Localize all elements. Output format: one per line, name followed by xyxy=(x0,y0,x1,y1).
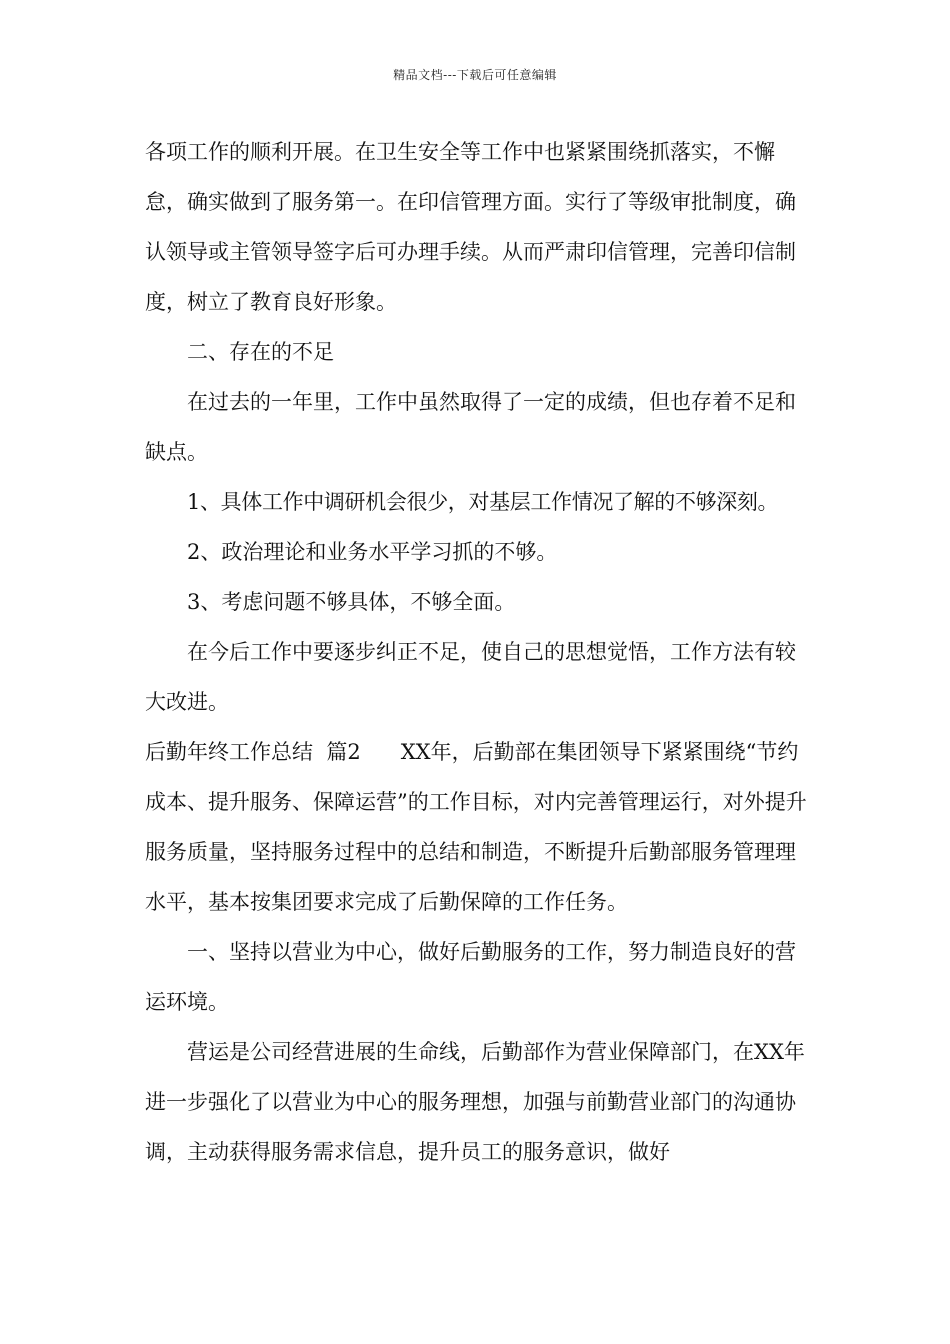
document-body xyxy=(145,127,815,1177)
section2-point-1-body: 营运是公司经营进展的生命线，后勤部作为营业保障部门，在XX年进一步强化了以营业为中心的服务理想，加强与前勤营业部门的沟通协调，主动获得服务需求信息，提升员工的服务意识，做好 xyxy=(145,1040,805,1164)
list-item-2: 2、政治理论和业务水平学习抓的不够。 xyxy=(187,540,558,564)
list-item-3: 3、考虑问题不够具体，不够全面。 xyxy=(187,590,516,614)
page-header: 精品文档---下载后可任意编辑 xyxy=(393,68,557,82)
paragraph-improvement: 在今后工作中要逐步纠正不足，使自己的思想觉悟，工作方法有较大改进。 xyxy=(145,640,796,714)
section2-point-1: 一、坚持以营业为中心，做好后勤服务的工作，努力制造良好的营运环境。 xyxy=(145,940,796,1014)
section2-lead: XX年，后勤部在集团领导下紧紧围绕“节约成本、提升服务、保障运营”的工作目标，对内完善管理运行，对外提升服务质量，坚持服务过程中的总结和制造，不断提升后勤部服务管理理水平，基本按集团要求完成了后勤保障的工作任务。 xyxy=(145,740,807,914)
paragraph-continuation: 各项工作的顺利开展。在卫生安全等工作中也紧紧围绕抓落实，不懈怠，确实做到了服务第一。在印信管理方面。实行了等级审批制度，确认领导或主管领导签字后可办理手续。从而严肃印信管理，完善印信制度，树立了教育良好形象。 xyxy=(145,140,796,314)
section2-paragraph xyxy=(145,727,815,927)
paragraph-shortcomings-intro: 在过去的一年里，工作中虽然取得了一定的成绩，但也存着不足和缺点。 xyxy=(145,390,796,464)
list-item-1: 1、具体工作中调研机会很少，对基层工作情况了解的不够深刻。 xyxy=(187,490,779,514)
section2-title: 后勤年终工作总结 篇2 xyxy=(145,740,361,764)
section-heading-shortcomings: 二、存在的不足 xyxy=(187,340,334,364)
